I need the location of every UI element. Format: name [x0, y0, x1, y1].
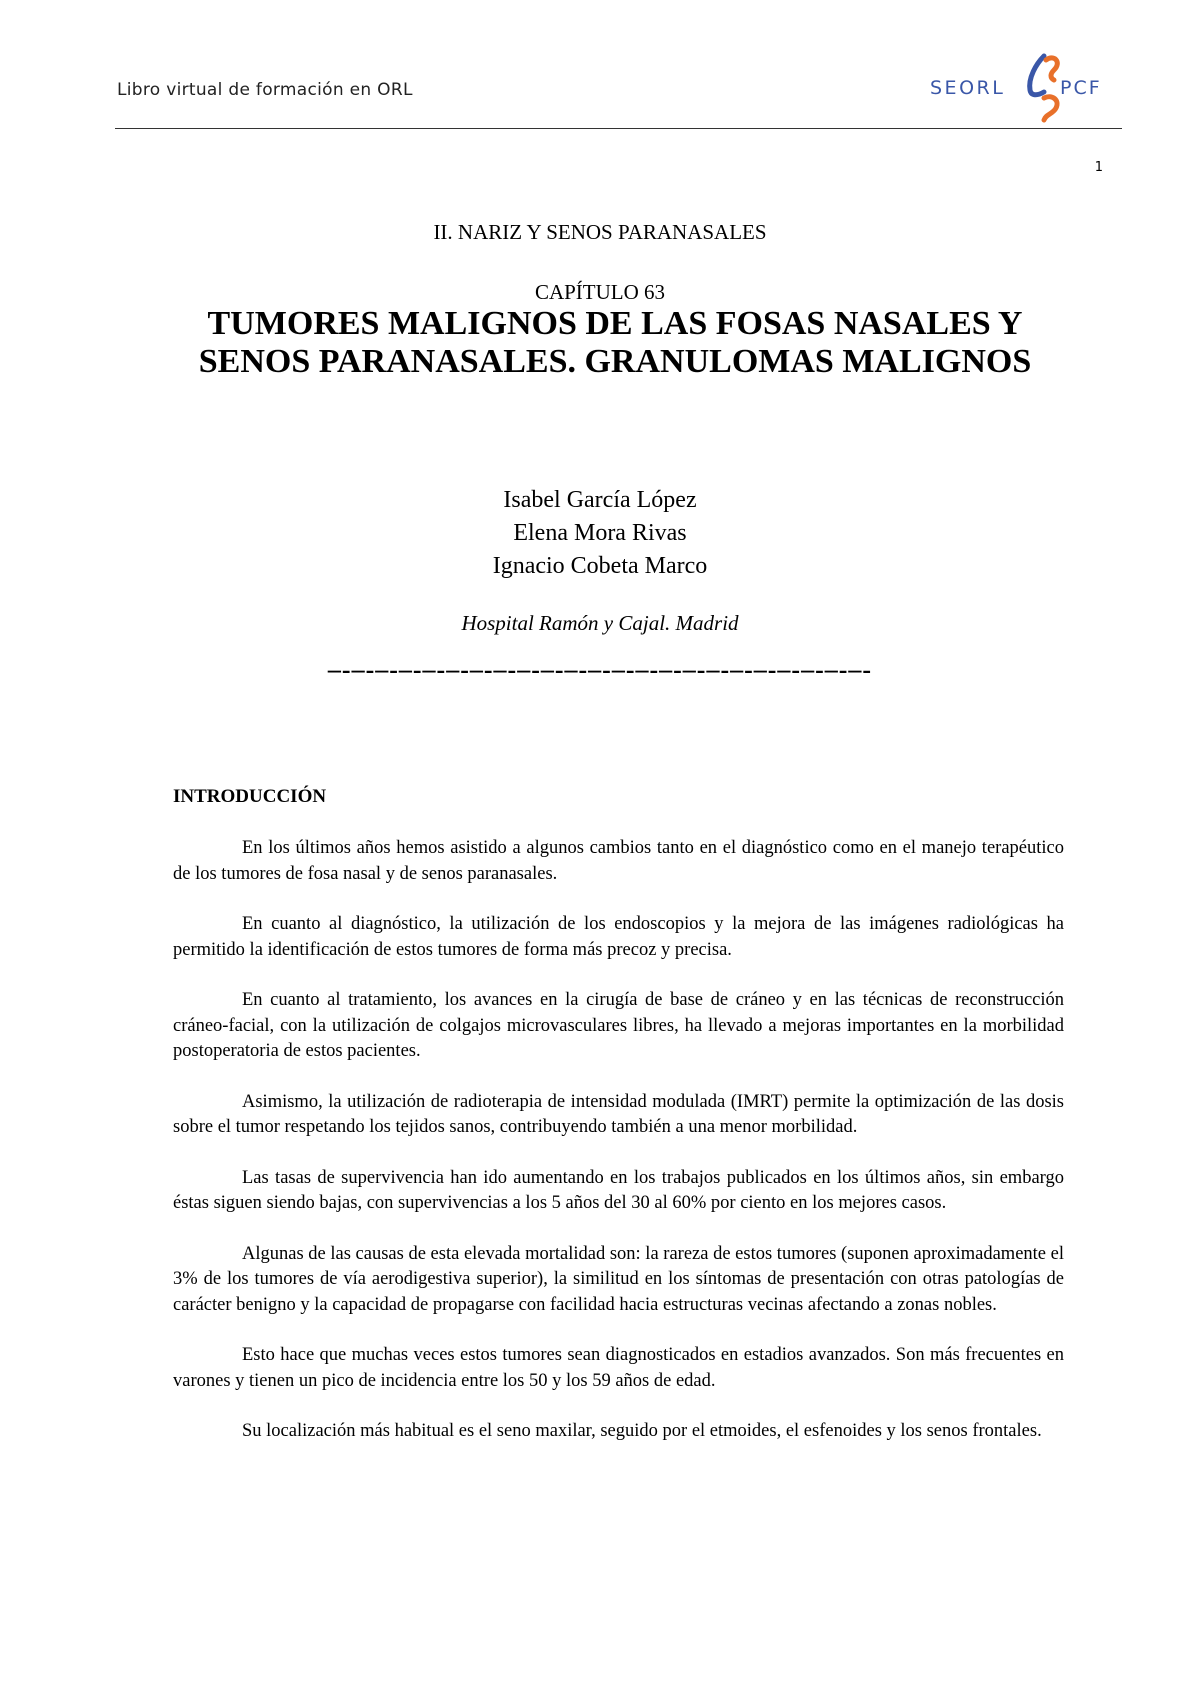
logo-text-seorl: SEORL — [930, 77, 1006, 99]
paragraph: Esto hace que muchas veces estos tumores sean diagnosticados en estadios avanzados. Son más frecuentes en varones y tienen un pico de incidencia entre los 50 y los 59 años de edad. — [173, 1345, 1064, 1391]
chapter-label: CAPÍTULO 63 — [534, 280, 666, 304]
paragraph: Asimismo, la utilización de radioterapia de intensidad modulada (IMRT) permite la optimización de las dosis sobre el tumor respetando los tejidos sanos, contribuyendo también a una menor morbilidad. — [173, 1091, 1064, 1137]
chapter-title: TUMORES MALIGNOS DE LAS FOSAS NASALES Y SENOS PARANASALES. GRANULOMAS MALIGNOS — [198, 305, 1032, 380]
paragraph: Las tasas de supervivencia han ido aumentando en los trabajos publicados en los últimos años, sin embargo éstas siguen siendo bajas, con supervivencias a los 5 años del 30 al 60% por ciento en los mejores casos. — [173, 1167, 1064, 1213]
book-title: Libro virtual de formación en ORL — [117, 80, 413, 100]
header-divider — [115, 128, 1122, 129]
paragraph: En los últimos años hemos asistido a algunos cambios tanto en el diagnóstico como en el manejo terapéutico de los tumores de fosa nasal y de senos paranasales. — [173, 838, 1064, 884]
paragraph: Su localización más habitual es el seno maxilar, seguido por el etmoides, el esfenoides y los senos frontales. — [242, 1421, 1042, 1441]
page-number: 1 — [1094, 160, 1103, 175]
author-name: Elena Mora Rivas — [513, 520, 687, 546]
section-title: II. NARIZ Y SENOS PARANASALES — [433, 220, 767, 244]
paragraph: Algunas de las causas de esta elevada mortalidad son: la rareza de estos tumores (suponen aproximadamente el 3% de los tumores de vía aerodigestiva superior), la similitud en los síntomas de presentación con otras patologías de carácter benigno y la capacidad de propagarse con facilidad hacia estructuras vecinas afectando a zonas nobles. — [173, 1243, 1064, 1315]
author-list — [0, 484, 1200, 583]
paragraph: En cuanto al tratamiento, los avances en la cirugía de base de cráneo y en las técnicas de reconstrucción cráneo-facial, con la utilización de colgajos microvasculares libres, ha llevado a mejoras importantes en la morbilidad postoperatoria de estos pacientes. — [173, 990, 1064, 1061]
author-name: Isabel García López — [503, 487, 697, 513]
section-heading-introduccion: INTRODUCCIÓN — [173, 786, 327, 807]
affiliation: Hospital Ramón y Cajal. Madrid — [461, 611, 739, 635]
logo-text-pcf: PCF — [1060, 77, 1102, 99]
seorl-pcf-logo — [930, 50, 1120, 125]
paragraph: En cuanto al diagnóstico, la utilización de los endoscopios y la mejora de las imágenes radiológicas ha permitido la identificación de estos tumores de forma más precoz y precisa. — [173, 914, 1064, 960]
logo-mark-icon — [1022, 50, 1062, 125]
author-name: Ignacio Cobeta Marco — [492, 553, 708, 579]
dashed-separator: –-–-–-–-–-–-–-–-–-–-–-–-–-–-–-–-–-–-–-–-–-–-–- — [327, 655, 873, 684]
introduction-body — [173, 836, 1064, 1470]
